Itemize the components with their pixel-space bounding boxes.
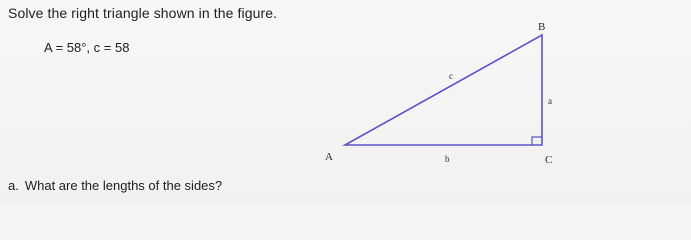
subquestion-a [8, 178, 222, 193]
given-values: A = 58°, c = 58 [44, 40, 130, 55]
side-label-a: a [548, 96, 552, 106]
right-triangle-figure [320, 14, 610, 179]
subquestion-letter: a. [8, 178, 19, 193]
side-label-b: b [445, 154, 450, 164]
vertex-label-c: C [545, 154, 553, 166]
vertex-label-b: B [538, 21, 546, 33]
side-label-c: c [449, 71, 453, 81]
vertex-label-a: A [325, 151, 333, 163]
subquestion-text: What are the lengths of the sides? [24, 178, 223, 193]
question-title: Solve the right triangle shown in the figure. [8, 5, 278, 21]
triangle-outline [345, 35, 542, 145]
right-angle-marker [532, 137, 542, 145]
